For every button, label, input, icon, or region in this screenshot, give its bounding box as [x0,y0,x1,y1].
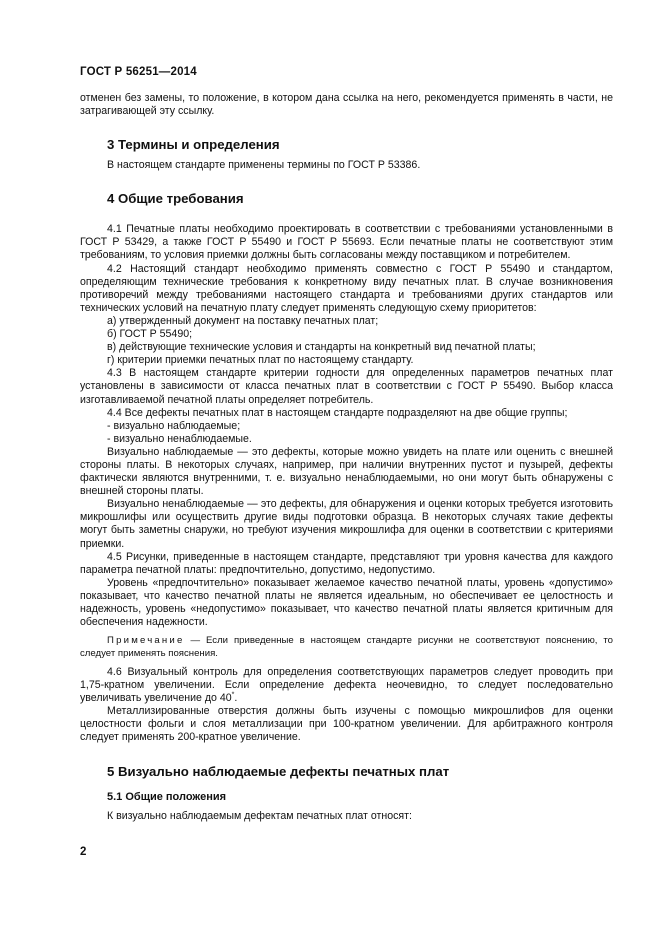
paragraph-4-6-text: 4.6 Визуальный контроль для определения соответствующих параметров следует проводить при 1,75-кратном увеличении. Если определение дефекта неочевидно, то следует последовательно увеличивать увеличение до 40 [80,666,613,705]
footnote-mark: * [231,691,235,699]
note-text: — Если приведенные в настоящем стандарте рисунки не соответствуют пояснению, то следует применять пояснения. [80,635,613,659]
section-3-text: В настоящем стандарте применены термины по ГОСТ Р 53386. [107,159,421,172]
intro-paragraph: отменен без замены, то положение, в котором дана ссылка на него, рекомендуется применять в части, не затрагивающей эту ссылку. [80,92,613,118]
paragraph-quality-levels: Уровень «предпочтительно» показывает желаемое качество печатной платы, уровень «допустимо» показывает, что качество печатной платы не является идеальным, но обеспечивает ее целостность и надежность, уровень «недопустимо» показывает, что качество печатной платы является критичным для обеспечения надежности. [80,576,613,629]
paragraph-4-4: 4.4 Все дефекты печатных плат в настоящем стандарте подразделяют на две общие группы; [107,406,568,419]
paragraph-invisible-defects: Визуально ненаблюдаемые — это дефекты, для обнаружения и оценки которых требуется изготовить микрошлифы или осуществить другие виды подготовки образца. В некоторых случаях такие дефекты могут быть заметны снаружи, но требуют изучения микрошлифа для оценки в соответствии с критериями приемки. [80,498,613,550]
section-4-title: 4 Общие требования [107,191,244,207]
document-header: ГОСТ Р 56251—2014 [80,66,197,78]
paragraph-visible-defects: Визуально наблюдаемые — это дефекты, которые можно увидеть на плате или оценить с внешней стороны платы. В некоторых случаях, например, при наличии внутренних пустот и пузырей, дефекты фактически являются внутренними, т. е. визуально ненаблюдаемыми, но они могут быть обнаружены с внешней стороны платы. [80,445,613,498]
section-3-title: 3 Термины и определения [107,137,280,153]
note-label: Примечание [107,635,185,647]
note-paragraph [80,635,613,660]
priority-list-item: а) утвержденный документ на поставку печатных плат; [107,314,379,327]
priority-list-item: в) действующие технические условия и стандарты на конкретный вид печатной платы; [107,341,536,354]
subsection-5-1-title: 5.1 Общие положения [107,790,227,803]
section-5-1-text: К визуально наблюдаемым дефектам печатных плат относят: [107,809,412,822]
paragraph-4-3: 4.3 В настоящем стандарте критерии годности для определенных параметров печатных плат установлены в зависимости от класса печатных плат в соответствии с ГОСТ Р 55490. Выбор класса изготавливаемой печатной платы определяет потребитель. [80,367,613,406]
defect-group-item: - визуально ненаблюдаемые. [107,432,252,445]
priority-list-item: г) критерии приемки печатных плат по настоящему стандарту. [107,354,414,367]
paragraph-4-5: 4.5 Рисунки, приведенные в настоящем стандарте, представляют три уровня качества для каждого параметра печатной платы: предпочтительно, допустимо, недопустимо. [80,550,613,576]
section-5-title: 5 Визуально наблюдаемые дефекты печатных плат [107,763,450,779]
paragraph-metallized-holes: Металлизированные отверстия должны быть изучены с помощью микрошлифов для оценки целостности фольги и слоя металлизации при 100-кратном увеличении. Для арбитражного контроля следует применять 200-кратное увеличение. [80,705,613,744]
page-number: 2 [80,846,87,858]
paragraph-4-2: 4.2 Настоящий стандарт необходимо применять совместно с ГОСТ Р 55490 и стандартом, определяющим технические требования к конкретному виду печатных плат. В случае возникновения противоречий между требованиями настоящего стандарта и требованиями других стандартов или технических условий на печатную плату следует применять следующую схему приоритетов: [80,262,613,314]
paragraph-4-6 [80,666,613,705]
paragraph-4-1: 4.1 Печатные платы необходимо проектировать в соответствии с требованиями установленными в ГОСТ Р 53429, а также ГОСТ Р 55490 и ГОСТ Р 55693. Если печатные платы не соответствуют этим требованиям, то условия приемки должны быть согласованы между поставщиком и потребителем. [80,223,613,262]
paragraph-4-6-end: . [234,692,238,705]
document-body [80,92,613,823]
defect-group-item: - визуально наблюдаемые; [107,419,241,432]
priority-list-item: б) ГОСТ Р 55490; [107,328,193,341]
